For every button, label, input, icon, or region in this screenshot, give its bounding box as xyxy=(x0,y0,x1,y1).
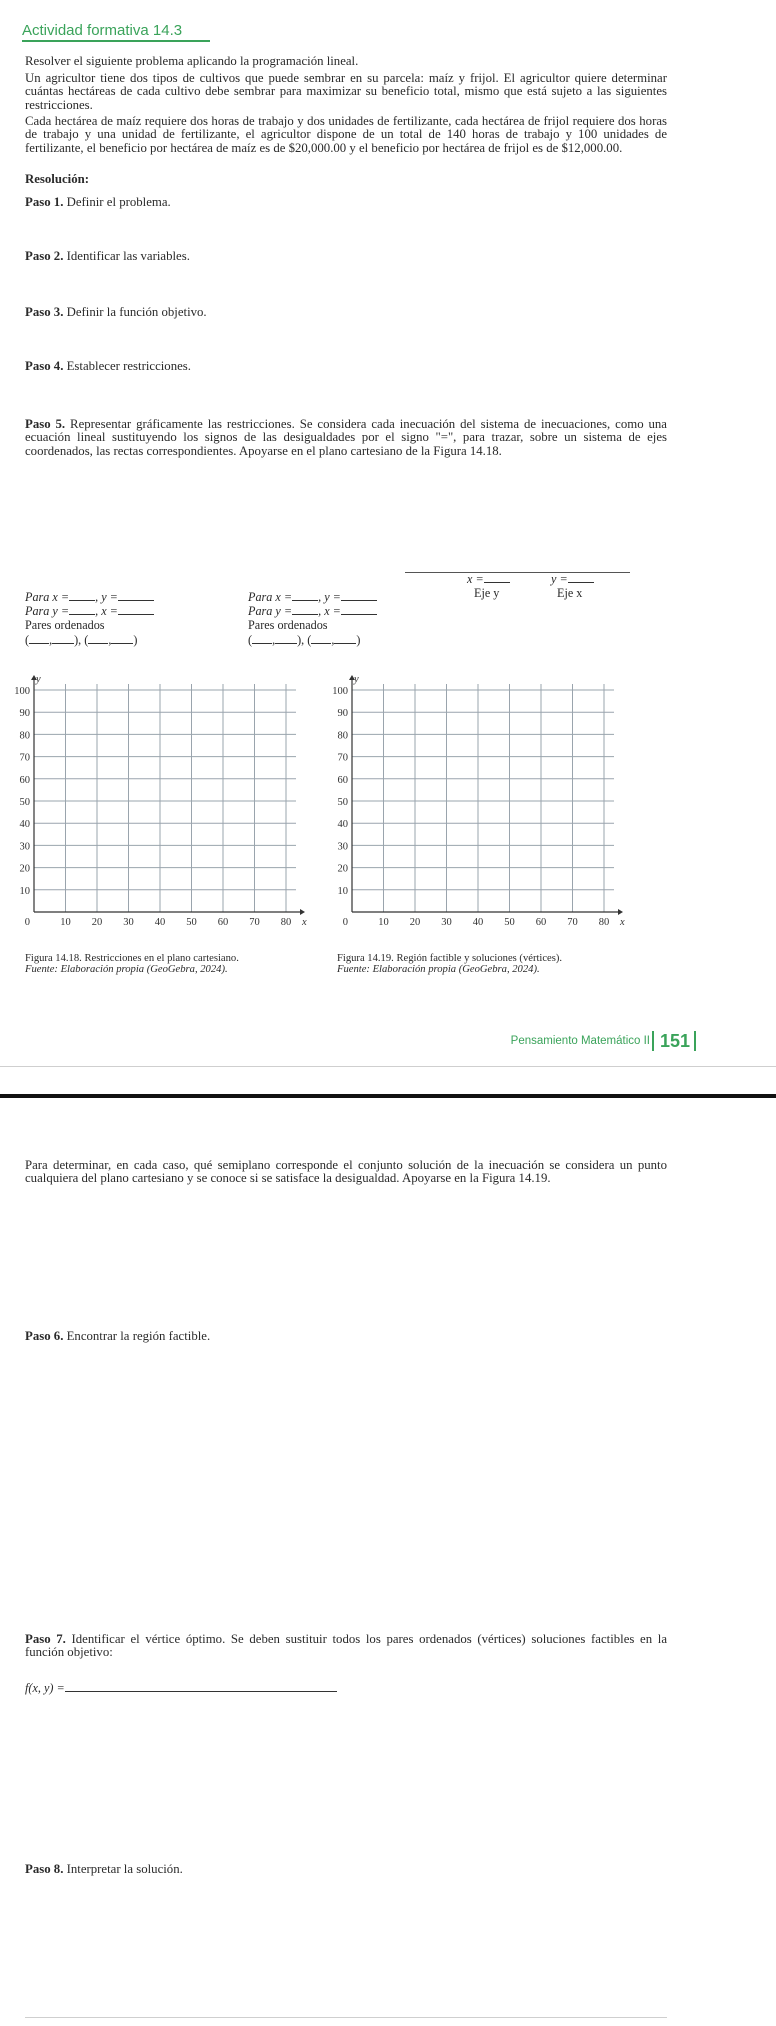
x-axis-label: x xyxy=(302,917,307,928)
page2-bottom-rule xyxy=(25,2017,667,2018)
step-2 xyxy=(25,250,667,263)
y-tick-label: 100 xyxy=(14,686,30,697)
y-tick-label: 20 xyxy=(337,863,348,875)
step-label: Paso 2. xyxy=(25,249,64,263)
x-tick-label: 60 xyxy=(535,917,547,928)
step-6 xyxy=(25,1330,667,1343)
y-tick-label: 70 xyxy=(19,752,30,764)
x-tick-label: 80 xyxy=(280,917,292,928)
step-text: Interpretar la solución. xyxy=(63,1862,183,1876)
x-tick-label: 50 xyxy=(504,917,515,928)
figure-14-19-caption xyxy=(337,953,562,975)
y-tick-label: 10 xyxy=(337,885,348,897)
para-x-row-left[interactable]: Para x = , y = xyxy=(25,590,154,605)
x-tick-label: 30 xyxy=(123,917,134,928)
step-text: Definir la función objetivo. xyxy=(63,305,207,319)
activity-title: Actividad formativa 14.3 xyxy=(22,22,183,39)
x-equals-label[interactable]: x = xyxy=(467,572,510,587)
caption-source: Fuente: Elaboración propia (GeoGebra, 2024). xyxy=(25,964,228,975)
origin-label: 0 xyxy=(342,917,348,928)
step-label: Paso 1. xyxy=(25,195,64,209)
pairs-blanks-left[interactable]: ( , ), ( , ) xyxy=(25,633,138,647)
step-text: Definir el problema. xyxy=(63,195,171,209)
page-number: 151 xyxy=(660,1031,691,1051)
step-4 xyxy=(25,360,667,373)
y-equals-label[interactable]: y = xyxy=(551,572,594,587)
resolucion-heading: Resolución: xyxy=(25,172,89,186)
x-tick-label: 20 xyxy=(91,917,103,928)
step-label: Paso 7. xyxy=(25,1632,66,1646)
figure-14-18-caption xyxy=(25,953,239,975)
step-label: Paso 6. xyxy=(25,1329,64,1343)
intro-text: Resolver el siguiente problema aplicando la programación lineal. xyxy=(25,54,359,68)
y-tick-label: 60 xyxy=(19,774,30,786)
x-axis-arrow xyxy=(618,909,623,915)
y-tick-label: 50 xyxy=(19,797,30,808)
caption-source: Fuente: Elaboración propia (GeoGebra, 2024). xyxy=(337,964,540,975)
step-text: Representar gráficamente las restricciones. Se considera cada inecuación del sistema de inecuaciones, como una ecuación lineal sustituyendo los signos de las desigualdades por el signo "=", para trazar, sobre un sistema de ejes coordenados, las rectas correspondientes. Apoyarse en el plano cartesiano de la Figura 14.18. xyxy=(25,417,667,458)
page-divider xyxy=(0,1094,776,1098)
footer-book-title: Pensamiento Matemático II xyxy=(510,1035,650,1047)
x-tick-label: 80 xyxy=(598,917,610,928)
step-3 xyxy=(25,306,667,319)
step-label: Paso 4. xyxy=(25,359,64,373)
fxy-field[interactable]: f(x, y) = xyxy=(25,1681,337,1696)
y-tick-label: 100 xyxy=(332,686,348,697)
para-y-row-left[interactable]: Para y = , x = xyxy=(25,604,154,619)
x-tick-label: 20 xyxy=(409,917,421,928)
step-label: Paso 3. xyxy=(25,305,64,319)
step-text: Establecer restricciones. xyxy=(63,359,191,373)
y-tick-label: 40 xyxy=(19,819,30,831)
step-label: Paso 5. xyxy=(25,417,66,431)
step-7 xyxy=(25,1633,667,1660)
footer-divider xyxy=(652,1031,654,1051)
x-tick-label: 70 xyxy=(567,917,578,928)
eje-x-label: Eje x xyxy=(557,586,583,600)
y-tick-label: 80 xyxy=(19,730,30,742)
step-1 xyxy=(25,196,667,209)
y-axis-label: y xyxy=(36,674,41,685)
eje-y-label: Eje y xyxy=(474,586,500,600)
step-text: Identificar el vértice óptimo. Se deben sustituir todos los pares ordenados (vértices) soluciones factibles en la función objetivo: xyxy=(25,1632,667,1660)
figure-14-19-grid[interactable] xyxy=(324,670,624,950)
y-tick-label: 70 xyxy=(337,752,348,764)
x-tick-label: 50 xyxy=(186,917,197,928)
y-tick-label: 10 xyxy=(19,885,30,897)
y-tick-label: 80 xyxy=(337,730,348,742)
y-tick-label: 20 xyxy=(19,863,30,875)
origin-label: 0 xyxy=(24,917,30,928)
pares-label-left: Pares ordenados xyxy=(25,618,105,632)
y-tick-label: 60 xyxy=(337,774,348,786)
problem-paragraph-2: Cada hectárea de maíz requiere dos horas de trabajo y dos unidades de fertilizante, cada hectárea de frijol requiere dos horas de trabajo y una unidad de fertilizante, el agricultor dispone de un total de 140 horas de trabajo y 100 unidades de fertilizante, el beneficio por hectárea de maíz es de $20,000.00 y el beneficio por hectárea de frijol es de $12,000.00. xyxy=(25,114,667,155)
pairs-blanks-right[interactable]: ( , ), ( , ) xyxy=(248,633,361,647)
title-underline xyxy=(22,40,210,42)
y-axis-label: y xyxy=(354,674,359,685)
x-axis-arrow xyxy=(300,909,305,915)
figure-14-18-grid[interactable] xyxy=(6,670,306,950)
problem-paragraph-1: Un agricultor tiene dos tipos de cultivos que puede sembrar en su parcela: maíz y frijol. El agricultor quiere determinar cuántas hectáreas de cada cultivo debe sembrar para maximizar su beneficio total, mismo que está sujeto a las siguientes restricciones. xyxy=(25,71,667,112)
y-tick-label: 40 xyxy=(337,819,348,831)
x-tick-label: 70 xyxy=(249,917,260,928)
step-label: Paso 8. xyxy=(25,1862,64,1876)
caption-title: Figura 14.18. Restricciones en el plano cartesiano. xyxy=(25,953,239,964)
x-axis-label: x xyxy=(620,917,625,928)
x-tick-label: 40 xyxy=(472,917,484,928)
para-x-row-right[interactable]: Para x = , y = xyxy=(248,590,377,605)
caption-title: Figura 14.19. Región factible y soluciones (vértices). xyxy=(337,953,563,964)
para-y-row-right[interactable]: Para y = , x = xyxy=(248,604,377,619)
y-tick-label: 90 xyxy=(337,708,348,720)
step-text: Identificar las variables. xyxy=(63,249,190,263)
x-tick-label: 10 xyxy=(60,917,71,928)
page2-intro: Para determinar, en cada caso, qué semiplano corresponde el conjunto solución de la inecuación se considera un punto cualquiera del plano cartesiano y se conoce si se satisface la desigualdad. Apoyarse en la Figura 14.19. xyxy=(25,1158,667,1186)
x-tick-label: 40 xyxy=(154,917,166,928)
y-tick-label: 90 xyxy=(19,708,30,720)
y-tick-label: 30 xyxy=(337,841,348,853)
footer-divider xyxy=(694,1031,696,1051)
y-tick-label: 50 xyxy=(337,797,348,808)
intercept-rule xyxy=(405,572,630,573)
page-bottom-edge xyxy=(0,1066,776,1067)
x-tick-label: 10 xyxy=(378,917,389,928)
step-text: Encontrar la región factible. xyxy=(63,1329,211,1343)
pares-label-right: Pares ordenados xyxy=(248,618,328,632)
y-tick-label: 30 xyxy=(19,841,30,853)
step-8 xyxy=(25,1863,667,1876)
x-tick-label: 60 xyxy=(217,917,229,928)
step-5 xyxy=(25,418,667,458)
x-tick-label: 30 xyxy=(441,917,452,928)
